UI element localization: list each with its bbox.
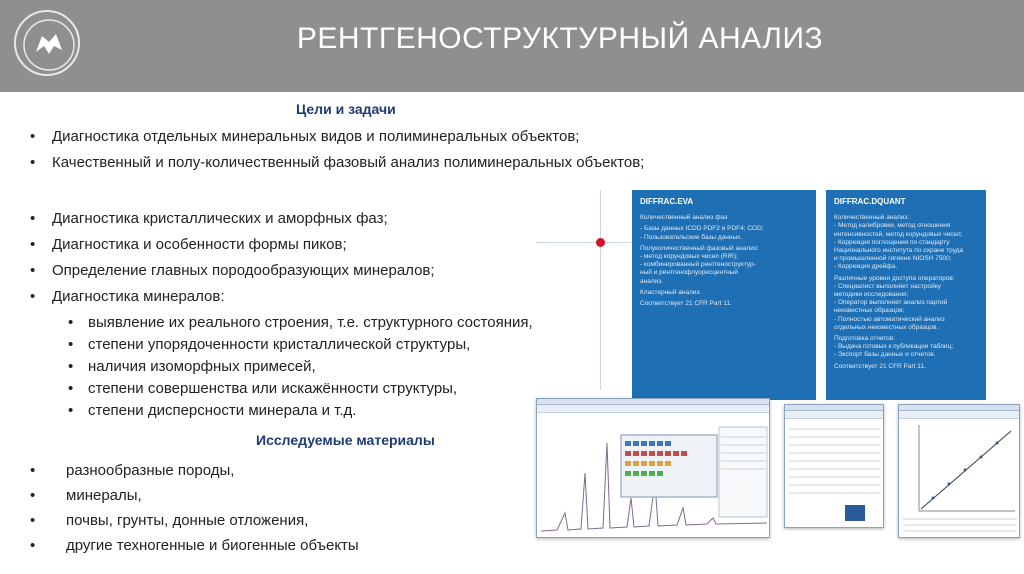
list-item: • Диагностика отдельных минеральных видов и полиминеральных объектов;: [26, 126, 644, 148]
goals-heading: Цели и задачи: [296, 101, 396, 117]
list-item: • наличия изоморфных примесей,: [26, 356, 533, 378]
list-item: • Качественный и полу-количественный фазовый анализ полиминеральных объектов;: [26, 152, 644, 174]
mineral-sublist: [26, 312, 533, 422]
dquant-calibration-screenshot: [898, 404, 1020, 538]
crosshair-line: [536, 242, 632, 243]
panel-line: Соответствует 21 CFR Part 11.: [834, 362, 926, 370]
panel-line: - Выдача готовых к публикации таблиц;: [834, 343, 954, 351]
list-item: • степени дисперсности минерала и т.д.: [26, 400, 533, 422]
panel-line: Различные уровни доступа операторов:: [834, 274, 955, 282]
list-item: • другие техногенные и биогенные объекты: [26, 535, 359, 557]
diffractogram-icon: [537, 413, 770, 538]
slide-header: [0, 0, 1024, 92]
panel-line: - Метод калибровки, метод отношения: [834, 222, 951, 230]
panel-line: - Оператор выполняет анализ партий: [834, 299, 948, 307]
list-item: • Диагностика кристаллических и аморфных фаз;: [26, 208, 435, 230]
panel-line: ный и рентгенофлуоресцентный: [640, 269, 738, 277]
panel-line: Количественный анализ фаз:: [640, 214, 729, 222]
list-item: • степени совершенства или искажённости структуры,: [26, 378, 533, 400]
panel-line: неизвестных образцов;: [834, 307, 905, 315]
crosshair-line: [600, 190, 601, 390]
panel-line: и промышленной гигиене NIOSH 7500;: [834, 255, 952, 263]
table-icon: [785, 419, 884, 528]
panel-line: Количественный анализ:: [834, 214, 910, 222]
panel-line: - Пользовательские базы данных.: [640, 233, 743, 241]
panel-line: Кластерный анализ.: [640, 288, 702, 296]
materials-heading: Исследуемые материалы: [256, 432, 435, 448]
list-item: • Диагностика и особенности формы пиков;: [26, 234, 435, 256]
panel-line: методики исследования;: [834, 291, 909, 299]
university-logo-icon: [14, 10, 80, 76]
materials-list: [26, 460, 359, 557]
marker-dot-icon: [596, 238, 605, 247]
panel-line: - комбинированный рентгеноструктур-: [640, 261, 756, 269]
panel-title: DIFFRAC.EVA: [640, 197, 694, 206]
page-title: РЕНТГЕНОСТРУКТУРНЫЙ АНАЛИЗ: [296, 22, 824, 55]
calibration-plot-icon: [899, 419, 1020, 538]
panel-line: Полуколичественный фазовый анализ:: [640, 244, 759, 252]
panel-diffrac-dquant: [826, 190, 986, 400]
panel-line: - Специалист выполняет настройку: [834, 282, 941, 290]
panel-line: Национального института по охране труда: [834, 247, 964, 255]
panel-line: - Коррекция дрейфа.: [834, 263, 898, 271]
list-item: • степени упорядоченности кристаллической структуры,: [26, 334, 533, 356]
dquant-tree-screenshot: [784, 404, 884, 528]
panel-line: анализ.: [640, 277, 664, 285]
panel-line: интенсивностей, метод корундовых чисел;: [834, 230, 963, 238]
list-item: • разнообразные породы,: [26, 460, 359, 482]
panel-line: - Базы данных ICDD PDF2 и PDF4; COD;: [640, 225, 764, 233]
panel-line: Соответствует 21 CFR Part 11.: [640, 300, 732, 308]
panel-line: - Полностью автоматический анализ: [834, 315, 945, 323]
goals-list-2: [26, 208, 435, 308]
panel-diffrac-eva: [632, 190, 816, 400]
panel-line: Подготовка отчетов:: [834, 335, 896, 343]
panel-title: DIFFRAC.DQUANT: [834, 197, 906, 206]
list-item: • почвы, грунты, донные отложения,: [26, 510, 359, 532]
panel-line: отдельных неизвестных образцов.: [834, 323, 939, 331]
list-item: • выявление их реального строения, т.е. структурного состояния,: [26, 312, 533, 334]
list-item: • Определение главных породообразующих минералов;: [26, 260, 435, 282]
list-item: • минералы,: [26, 485, 359, 507]
panel-line: - Экспорт базы данных и отчетов.: [834, 351, 936, 359]
list-item: • Диагностика минералов:: [26, 286, 435, 308]
panel-line: - метод корундовых чисел (RIR);: [640, 253, 738, 261]
goals-list: [26, 126, 644, 174]
panel-line: - Коррекция поглощения по стандарту: [834, 238, 950, 246]
eva-screenshot: [536, 398, 770, 538]
